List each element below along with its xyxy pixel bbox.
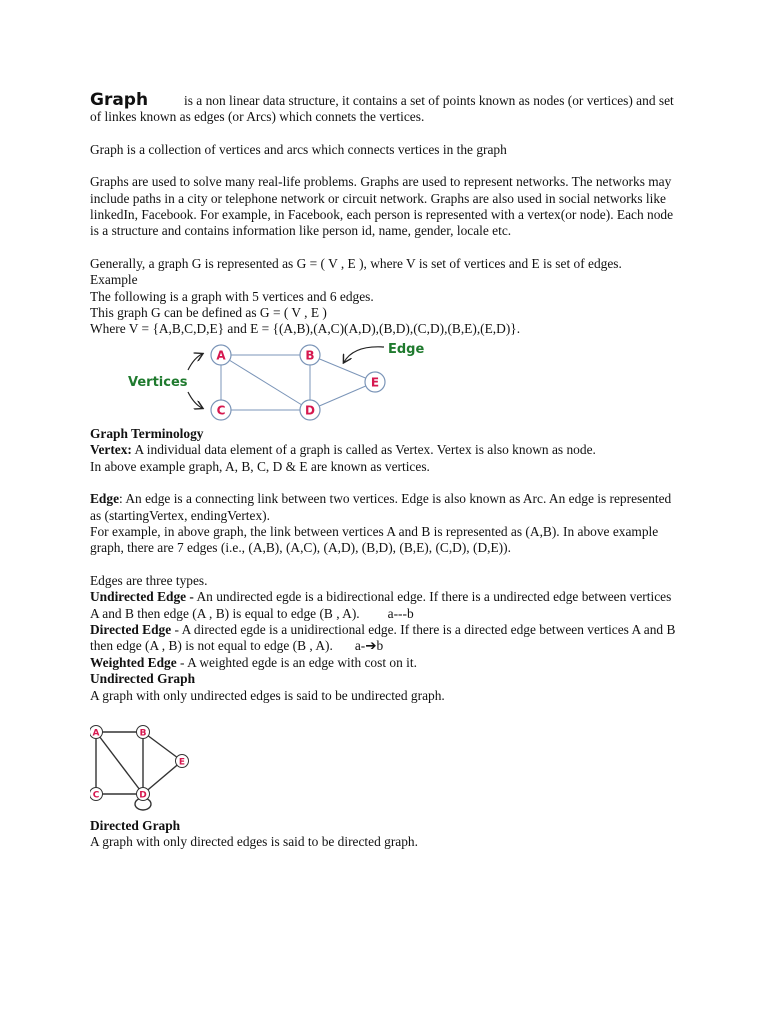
undirected-graph-heading: Undirected Graph — [90, 671, 196, 687]
weighted-edge-definition: Weighted Edge - A weighted egde is an edge with cost on it. — [90, 654, 417, 670]
collection-paragraph: Graph is a collection of vertices and arcs which connects vertices in the graph — [90, 141, 507, 157]
graph-figure-2 — [90, 716, 200, 812]
edge-definition: Edge: An edge is a connecting link between two vertices. Edge is also known as Arc. An edge is represented as (startingVertex, endingVertex). — [90, 491, 672, 523]
where-text: Where V = {A,B,C,D,E} and E = {(A,B),(A,C)(A,D),(B,D),(C,D),(B,E),(E,D)}. — [90, 321, 521, 337]
edge-label: Edge — [388, 341, 425, 357]
general-paragraph: Generally, a graph G is represented as G = ( V , E ), where V is set of vertices and E is set of edges. — [90, 255, 622, 271]
undirected-edge-note: a---b — [387, 605, 414, 621]
vertex2-b-label: B — [139, 728, 147, 739]
undirected-graph-definition: A graph with only undirected edges is said to be undirected graph. — [90, 687, 445, 703]
edge2-a-d — [96, 732, 143, 794]
uses-paragraph: Graphs are used to solve many real-life problems. Graphs are used to represent networks. The networks may include paths in a city or telephone network or circuit network. Graphs are also used in social networks like linkedIn, Facebook. For example, in Facebook, each person is represented with a vertex(or node). Each node is a structure and contains information like person id, name, gender, locale etc. — [90, 174, 674, 239]
edge2-b-e — [143, 732, 182, 761]
graph-figure-1 — [90, 340, 440, 426]
graph-1-nodes — [211, 345, 385, 420]
undirected-edge-term: Undirected Edge - — [90, 589, 194, 605]
weighted-edge-term: Weighted Edge — [90, 654, 177, 670]
vertex-b-label: B — [305, 348, 315, 363]
document-page — [90, 92, 680, 851]
vertices-arrow-up — [188, 354, 202, 370]
vertex2-a-label: A — [92, 728, 100, 739]
directed-graph-heading: Directed Graph — [90, 817, 181, 833]
following-text: The following is a graph with 5 vertices and 6 edges. — [90, 288, 374, 304]
edge-arrow — [344, 347, 384, 362]
directed-graph-definition: A graph with only directed edges is said to be directed graph. — [90, 834, 418, 850]
example-label: Example — [90, 272, 138, 288]
vertices-arrow-down — [188, 392, 202, 408]
vertex-d-label: D — [305, 403, 315, 418]
edge-a-d — [221, 355, 310, 410]
terminology-heading: Graph Terminology — [90, 425, 204, 441]
intro-paragraph — [90, 92, 680, 126]
graph-2-nodes — [90, 725, 189, 800]
undirected-edge-definition: Undirected Edge - An undirected egde is a bidirectional edge. If there is a undirected edge between vertices A and B then edge (A , B) is equal to edge (B , A). a---b — [90, 589, 672, 621]
edge-term: Edge — [90, 491, 120, 507]
vertex-term: Vertex: — [90, 442, 132, 458]
vertex-example: In above example graph, A, B, C, D & E are known as vertices. — [90, 458, 430, 474]
intro-definition: is a non linear data structure, it contains a set of points known as nodes (or vertices) and set of linkes known as edges (or Arcs) which connets the vertices. — [90, 93, 674, 125]
vertex2-d-label: D — [139, 790, 147, 801]
directed-edge-definition: Directed Edge - A directed egde is a unidirectional edge. If there is a directed edge between vertices A and B then edge (A , B) is not equal to edge (B , A). a-➔b — [90, 621, 676, 654]
directed-edge-note: a-➔b — [354, 638, 384, 654]
edge2-d-e — [143, 761, 182, 794]
vertex-a-label: A — [216, 348, 226, 363]
edge-example: For example, in above graph, the link between vertices A and B is represented as (A,B). In above example graph, there are 7 edges (i.e., (A,B), (A,C), (A,D), (B,D), (B,E), (C,D), (D,E)). — [90, 523, 659, 556]
vertices-label: Vertices — [128, 374, 188, 390]
vertex-c-label: C — [216, 403, 226, 418]
vertex-e-label: E — [370, 375, 380, 390]
graph-1-edges — [221, 355, 375, 410]
vertex2-e-label: E — [178, 757, 186, 768]
vertex2-c-label: C — [92, 790, 100, 801]
directed-edge-term: Directed Edge — [90, 621, 172, 637]
edge-d-e — [310, 382, 375, 410]
edge-types-intro: Edges are three types. — [90, 572, 208, 588]
doc-title: Graph — [90, 90, 149, 110]
vertex-definition: Vertex: A individual data element of a graph is called as Vertex. Vertex is also known as node. — [90, 442, 596, 458]
defined-text: This graph G can be defined as G = ( V , E ) — [90, 305, 327, 321]
